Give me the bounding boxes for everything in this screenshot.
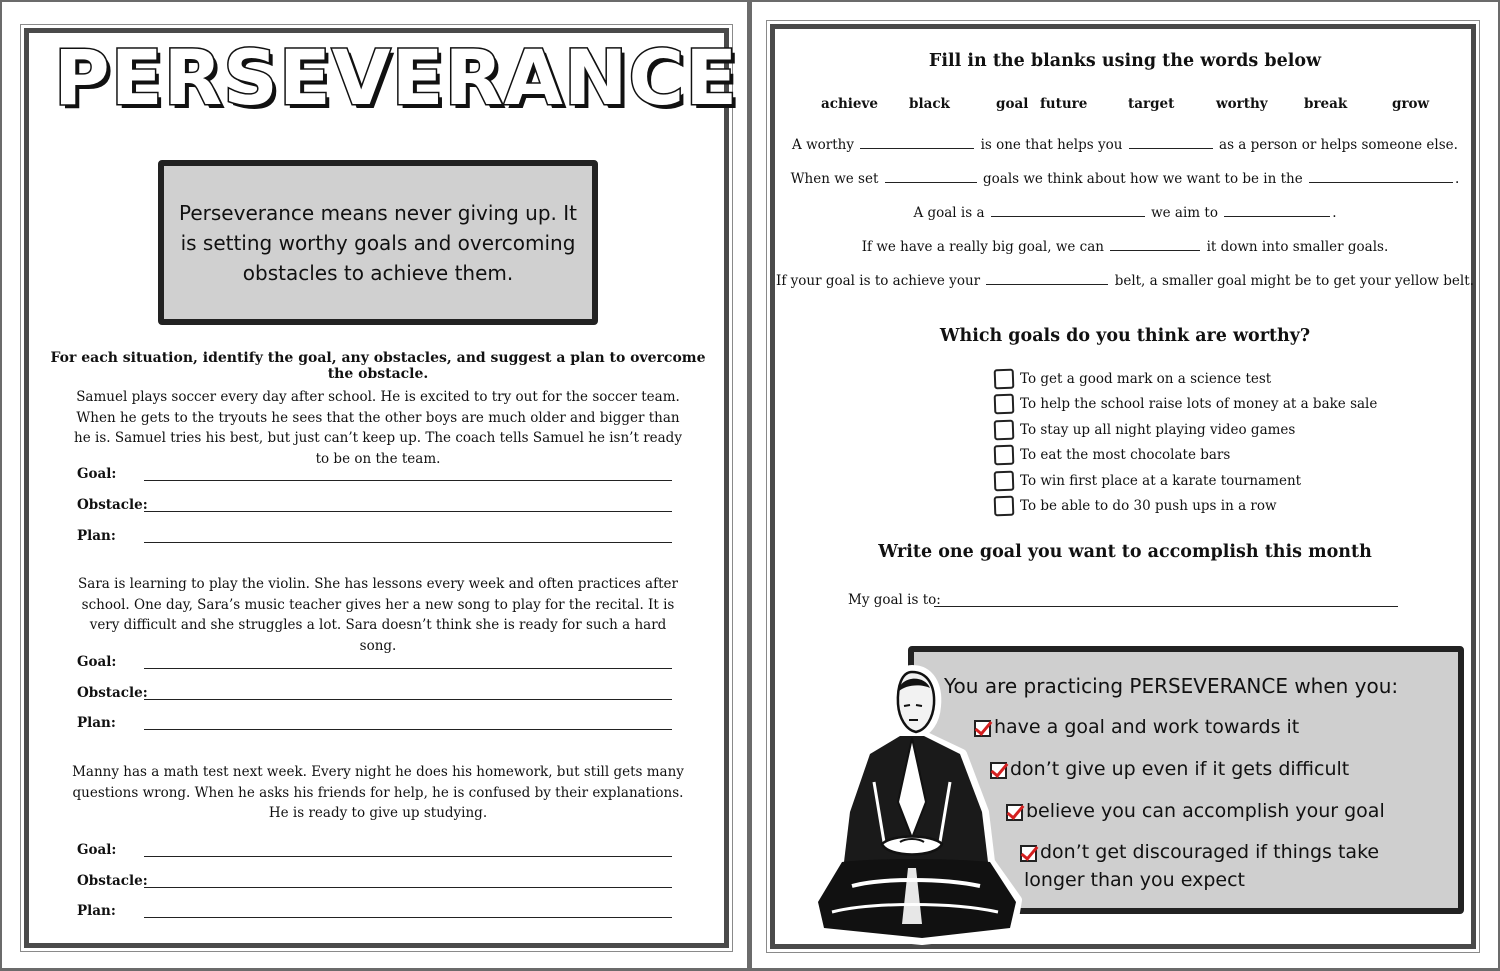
situation-instructions: For each situation, identify the goal, any obstacles, and suggest a plan to overcome the obstacle. (50, 350, 706, 382)
right-worksheet-page (752, 2, 1498, 968)
worthy-goal-item[interactable] (994, 443, 1377, 469)
sentence-text: When we set (790, 171, 879, 187)
checkbox-icon[interactable] (994, 394, 1015, 415)
definition-text: Perseverance means never giving up. It is setting worthy goals and overcoming obstacles to achieve them. (179, 200, 577, 285)
meditating-figure-illustration (812, 662, 1022, 947)
sentence-text: we aim to (1151, 205, 1218, 221)
sentence-text: is one that helps you (980, 137, 1123, 153)
sentence-text: A worthy (792, 137, 854, 153)
word-bank-item: target (1128, 96, 1175, 112)
practice-item (974, 716, 1299, 738)
month-goal-heading: Write one goal you want to accomplish this month (878, 542, 1372, 562)
obstacle-label: Obstacle: (77, 685, 148, 701)
practice-heading: You are practicing PERSEVERANCE when you: (944, 674, 1399, 698)
word-bank-item: grow (1392, 96, 1430, 112)
blank-line[interactable] (1110, 239, 1200, 251)
my-goal-field[interactable] (848, 592, 1398, 614)
word-bank-item: achieve (821, 96, 878, 112)
goal-option-label: To help the school raise lots of money at a bake sale (1020, 396, 1378, 413)
goal-option-label: To eat the most chocolate bars (1020, 447, 1231, 464)
answer-line[interactable] (144, 917, 672, 918)
worthy-goal-item[interactable] (994, 494, 1377, 520)
practice-item (990, 758, 1349, 780)
checked-box-icon (1020, 845, 1037, 862)
plan-label: Plan: (77, 715, 116, 731)
practice-item-text: have a goal and work towards it (994, 716, 1300, 738)
blank-line[interactable] (885, 171, 977, 183)
situation-1-goal-field[interactable] (77, 466, 672, 486)
blank-line[interactable] (1309, 171, 1453, 183)
situation-1-plan-field[interactable] (77, 528, 672, 548)
sentence-text: . (1332, 205, 1337, 221)
situation-2-obstacle-field[interactable] (77, 685, 672, 705)
sentence-text: If your goal is to achieve your (776, 273, 981, 289)
goal-option-label: To stay up all night playing video games (1020, 421, 1296, 438)
definition-box (158, 160, 598, 325)
plan-label: Plan: (77, 903, 116, 919)
word-bank-item: future (1040, 96, 1088, 112)
blank-line[interactable] (991, 205, 1145, 217)
obstacle-label: Obstacle: (77, 873, 148, 889)
answer-line[interactable] (934, 606, 1398, 607)
practice-item-text: longer than you expect (1024, 869, 1245, 891)
word-bank-item: black (909, 96, 950, 112)
worthy-goals-list (994, 366, 1377, 519)
fill-sentence-3 (752, 205, 1498, 221)
situation-3-obstacle-field[interactable] (77, 873, 672, 893)
sentence-text: goals we think about how we want to be in the (983, 171, 1303, 187)
situation-3-plan-field[interactable] (77, 903, 672, 923)
plan-label: Plan: (77, 528, 116, 544)
worthy-goal-item[interactable] (994, 417, 1377, 443)
situation-2-goal-field[interactable] (77, 654, 672, 674)
sentence-text: . (1455, 171, 1460, 187)
practice-item-continued (1024, 869, 1245, 891)
blank-line[interactable] (986, 273, 1108, 285)
practice-item-text: don’t get discouraged if things take (1040, 841, 1380, 863)
situation-3-goal-field[interactable] (77, 842, 672, 862)
answer-line[interactable] (144, 887, 672, 888)
answer-line[interactable] (144, 699, 672, 700)
goal-option-label: To get a good mark on a science test (1020, 370, 1272, 387)
word-bank-item: break (1304, 96, 1348, 112)
checkbox-icon[interactable] (994, 496, 1015, 517)
blank-line[interactable] (1224, 205, 1330, 217)
goal-option-label: To win first place at a karate tournament (1020, 472, 1302, 489)
word-bank-item: goal (996, 96, 1029, 112)
practice-item (1020, 841, 1379, 863)
blank-line[interactable] (1129, 137, 1213, 149)
blank-line[interactable] (860, 137, 974, 149)
checkbox-icon[interactable] (994, 470, 1015, 491)
goal-option-label: To be able to do 30 push ups in a row (1020, 498, 1277, 515)
situation-2-plan-field[interactable] (77, 715, 672, 735)
situation-2-text: Sara is learning to play the violin. She has lessons every week and often practices after school. One day, Sara’s music teacher gives her a new song to play for the recital. It is very difficult and she struggles a lot. Sara doesn’t think she is ready for such a hard song. (78, 576, 678, 654)
fill-sentence-2 (752, 171, 1498, 187)
worthy-goal-item[interactable] (994, 366, 1377, 392)
situation-3-text: Manny has a math test next week. Every night he does his homework, but still gets many questions wrong. When he asks his friends for help, he is confused by their explanations. He is ready to give up studying. (72, 764, 684, 821)
sentence-text: belt, a smaller goal might be to get your yellow belt. (1114, 273, 1474, 289)
sentence-text: If we have a really big goal, we can (861, 239, 1104, 255)
obstacle-label: Obstacle: (77, 497, 148, 513)
sentence-text: as a person or helps someone else. (1219, 137, 1458, 153)
left-worksheet-page (2, 2, 747, 968)
answer-line[interactable] (144, 480, 672, 481)
fill-blanks-heading: Fill in the blanks using the words below (928, 51, 1322, 71)
goal-label: Goal: (77, 654, 117, 670)
goal-label: Goal: (77, 842, 117, 858)
answer-line[interactable] (144, 668, 672, 669)
fill-sentence-4 (752, 239, 1498, 255)
fill-sentence-5 (752, 273, 1498, 289)
answer-line[interactable] (144, 729, 672, 730)
goal-label: Goal: (77, 466, 117, 482)
checkbox-icon[interactable] (994, 445, 1015, 466)
fill-sentence-1 (752, 137, 1498, 153)
practice-item (1006, 800, 1385, 822)
practice-item-text: don’t give up even if it gets difficult (1010, 758, 1350, 780)
situation-1-text: Samuel plays soccer every day after school. He is excited to try out for the soccer team. When he gets to the tryouts he sees that the other boys are much older and bigger than he is. Samuel tries his best, but just can’t keep up. The coach tells Samuel he isn’t ready to be on the team. (74, 389, 682, 467)
answer-line[interactable] (144, 511, 672, 512)
checkbox-icon[interactable] (994, 419, 1015, 440)
worthy-goals-heading: Which goals do you think are worthy? (939, 326, 1311, 346)
sentence-text: it down into smaller goals. (1206, 239, 1389, 255)
worthy-goal-item[interactable] (994, 392, 1377, 418)
my-goal-label: My goal is to: (848, 592, 941, 608)
practice-item-text: believe you can accomplish your goal (1026, 800, 1385, 822)
sentence-text: A goal is a (913, 205, 985, 221)
checkbox-icon[interactable] (994, 368, 1015, 389)
word-bank-item: worthy (1216, 96, 1268, 112)
answer-line[interactable] (144, 542, 672, 543)
page-title: PERSEVERANCE (54, 33, 739, 122)
answer-line[interactable] (144, 856, 672, 857)
situation-1-obstacle-field[interactable] (77, 497, 672, 517)
worthy-goal-item[interactable] (994, 468, 1377, 494)
